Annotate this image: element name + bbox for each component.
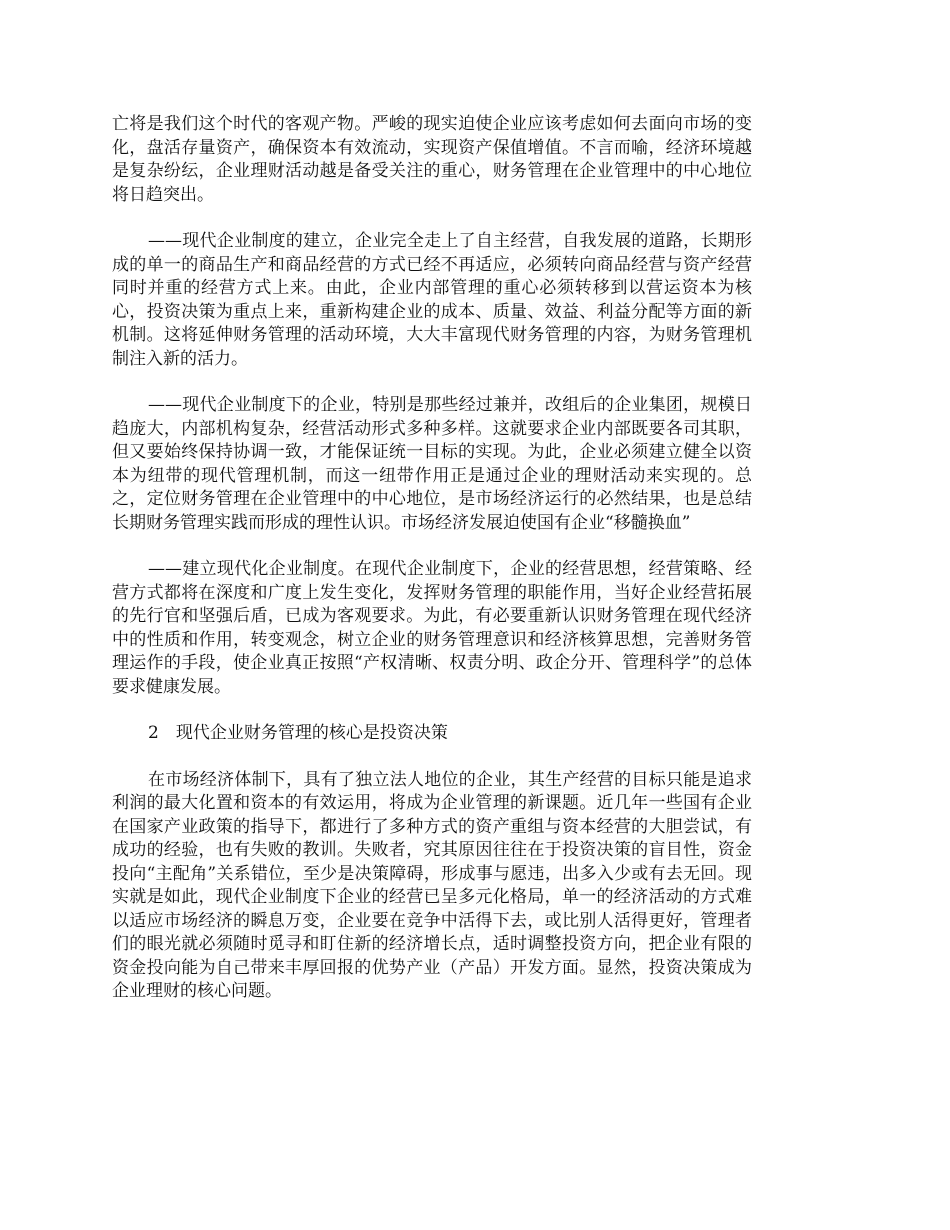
- paragraph-modern-enterprise-system: ——现代企业制度的建立，企业完全走上了自主经营，自我发展的道路，长期形成的单一的商品生产和商品经营的方式已经不再适应，必须转向商品经营与资产经营同时并重的经营方式上来。由此，企业内部管理的重心必须转移到以营运资本为核心，投资决策为重点上来，重新构建企业的成本、质量、效益、利益分配等方面的新机制。这将延伸财务管理的活动环境，大大丰富现代财务管理的内容，为财务管理机制注入新的活力。: [112, 231, 752, 369]
- section-heading: 2 现代企业财务管理的核心是投资决策: [148, 723, 448, 743]
- paragraph-continued: 亡将是我们这个时代的客观产物。严峻的现实迫使企业应该考虑如何去面向市场的变化，盘活存量资产，确保资本有效流动，实现资产保值增值。不言而喻，经济环境越是复杂纷纭，企业理财活动越是备受关注的重心，财务管理在企业管理中的中心地位将日趋突出。: [112, 114, 752, 205]
- paragraph-modernized-enterprise: ——建立现代化企业制度。在现代企业制度下，企业的经营思想，经营策略、经营方式都将在深度和广度上发生变化，发挥财务管理的职能作用，当好企业经营拓展的先行官和坚强后盾，已成为客观要求。为此，有必要重新认识财务管理在现代经济中的性质和作用，转变观念，树立企业的财务管理意识和经济核算思想，完善财务管理运作的手段，使企业真正按照“产权清晰、权责分明、政企分开、管理科学”的总体要求健康发展。: [112, 559, 752, 697]
- document-page: [112, 113, 752, 1027]
- paragraph-enterprise-groups: ——现代企业制度下的企业，特别是那些经过兼并，改组后的企业集团，规模日趋庞大，内部机构复杂，经营活动形式多种多样。这就要求企业内部既要各司其职，但又要始终保持协调一致，才能保证统一目标的实现。为此，企业必须建立健全以资本为纽带的现代管理机制，而这一纽带作用正是通过企业的理财活动来实现的。总之，定位财务管理在企业管理中的中心地位，是市场经济运行的必然结果，也是总结长期财务管理实践而形成的理性认识。市场经济发展迫使国有企业“移髓换血”: [112, 395, 752, 533]
- paragraph-investment-decision: 在市场经济体制下，具有了独立法人地位的企业，其生产经营的目标只能是追求利润的最大化置和资本的有效运用，将成为企业管理的新课题。近几年一些国有企业在国家产业政策的指导下，都进行了多种方式的资产重组与资本经营的大胆尝试，有成功的经验，也有失败的教训。失败者，究其原因往往在于投资决策的盲目性，资金投向“主配角”关系错位，至少是决策障碍，形成事与愿违，出多入少或有去无回。现实就是如此，现代企业制度下企业的经营已呈多元化格局，单一的经济活动的方式难以适应市场经济的瞬息万变，企业要在竞争中活得下去，或比别人活得更好，管理者们的眼光就必须随时觅寻和盯住新的经济增长点，适时调整投资方向，把企业有限的资金投向能为自己带来丰厚回报的优势产业（产品）开发方面。显然，投资决策成为企业理财的核心问题。: [112, 769, 752, 1001]
